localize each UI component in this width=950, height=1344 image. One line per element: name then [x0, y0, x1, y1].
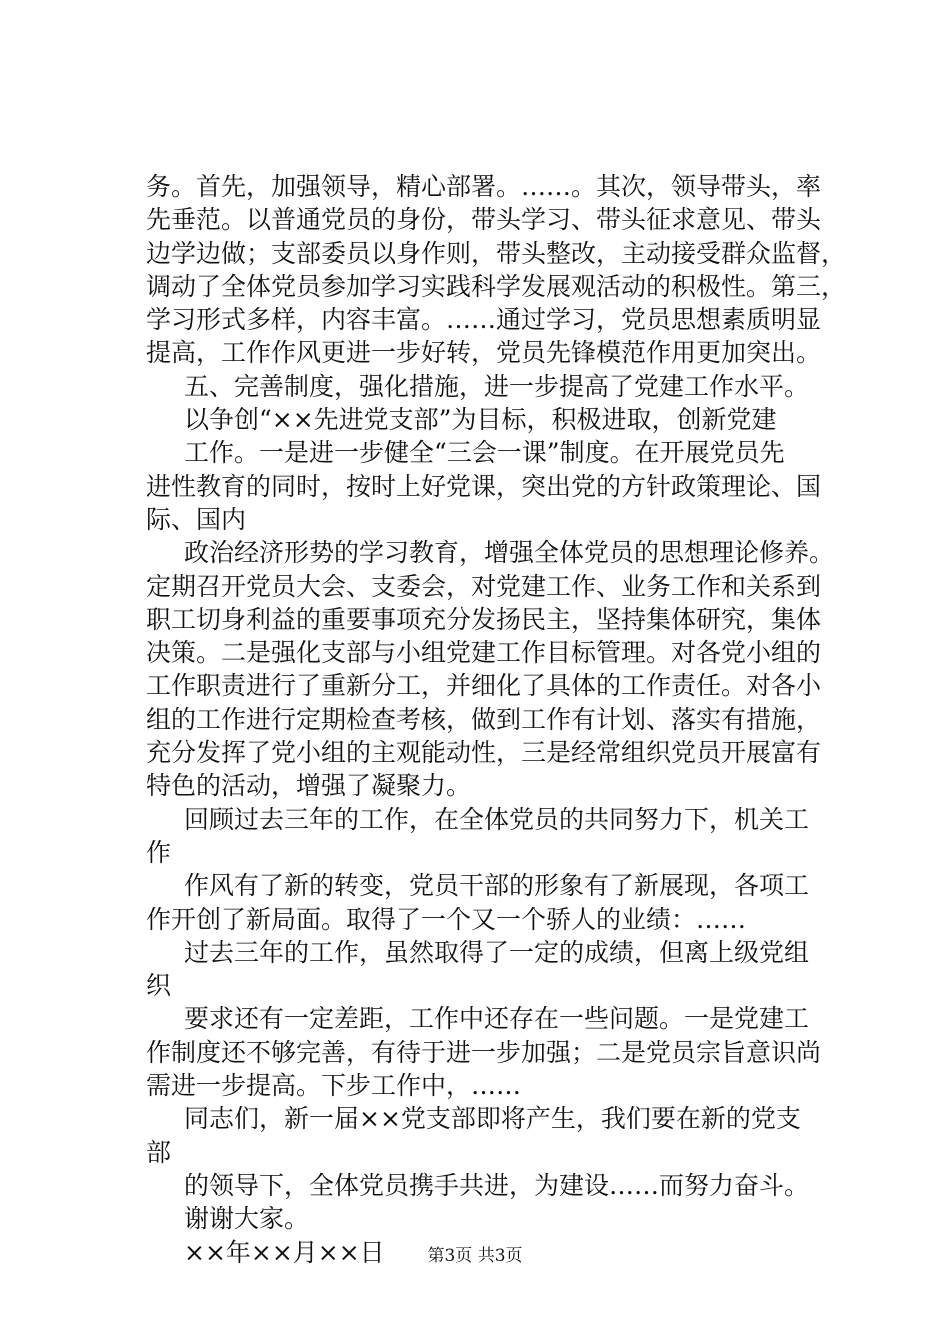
text-line: 先垂范。以普通党员的身份，带头学习、带头征求意见、带头 [146, 205, 822, 235]
document-body [146, 170, 846, 1269]
text-line: 需进一步提高。下步工作中，…… [146, 1071, 522, 1101]
text-line: 以争创“××先进党支部”为目标，积极进取，创新党建 [184, 405, 777, 435]
text-line: 作风有了新的转变，党员干部的形象有了新展现，各项工 [184, 871, 810, 901]
text-line: 务。首先，加强领导，精心部署。……。其次，领导带头，率 [146, 172, 822, 201]
text-line: 过去三年的工作，虽然取得了一定的成绩，但离上级党组 [184, 937, 810, 967]
text-line: 回顾过去三年的工作，在全体党员的共同努力下，机关工 [184, 804, 810, 834]
text-line: 际、国内 [146, 504, 247, 534]
section-heading: 五、完善制度，强化措施，进一步提高了党建工作水平。 [184, 371, 810, 401]
text-line: 作 [146, 837, 172, 867]
text-line: 决策。二是强化支部与小组党建工作目标管理。对各党小组的 [146, 638, 822, 668]
text-line: 同志们，新一届××党支部即将产生，我们要在新的党支 [184, 1104, 801, 1134]
text-line: 充分发挥了党小组的主观能动性，三是经常组织党员开展富有 [146, 738, 822, 768]
page-number-footer: 第3页 共3页 [427, 1246, 523, 1266]
text-line: 调动了全体党员参加学习实践科学发展观活动的积极性。第三， [146, 271, 846, 301]
text-line: 边学边做；支部委员以身作则，带头整改，主动接受群众监督， [146, 238, 846, 268]
text-line: 织 [146, 971, 172, 1001]
text-line: 学习形式多样，内容丰富。……通过学习，党员思想素质明显 [146, 305, 822, 335]
closing-thanks: 谢谢大家。 [184, 1204, 310, 1234]
text-line: 作制度还不够完善，有待于进一步加强；二是党员宗旨意识尚 [146, 1037, 822, 1067]
text-line: 提高，工作作风更进一步好转，党员先锋模范作用更加突出。 [146, 338, 822, 368]
document-date: ××年××月××日 [184, 1237, 385, 1267]
text-line: 部 [146, 1137, 172, 1167]
text-line: 特色的活动，增强了凝聚力。 [146, 771, 472, 801]
text-line: 要求还有一定差距，工作中还存在一些问题。一是党建工 [184, 1004, 810, 1034]
text-line: 作开创了新局面。取得了一个又一个骄人的业绩：…… [146, 904, 747, 934]
text-line: 工作。一是进一步健全“三会一课”制度。在开展党员先 [184, 438, 785, 468]
text-line: 职工切身利益的重要事项充分发扬民主，坚持集体研究，集体 [146, 604, 822, 634]
text-line: 定期召开党员大会、支委会，对党建工作、业务工作和关系到 [146, 571, 822, 601]
text-line: 政治经济形势的学习教育，增强全体党员的思想理论修养。 [184, 538, 835, 568]
text-line: 的领导下，全体党员携手共进，为建设……而努力奋斗。 [184, 1170, 810, 1200]
text-line: 组的工作进行定期检查考核，做到工作有计划、落实有措施， [146, 704, 822, 734]
text-line: 进性教育的同时，按时上好党课，突出党的方针政策理论、国 [146, 471, 822, 501]
text-line: 工作职责进行了重新分工，并细化了具体的工作责任。对各小 [146, 671, 822, 701]
